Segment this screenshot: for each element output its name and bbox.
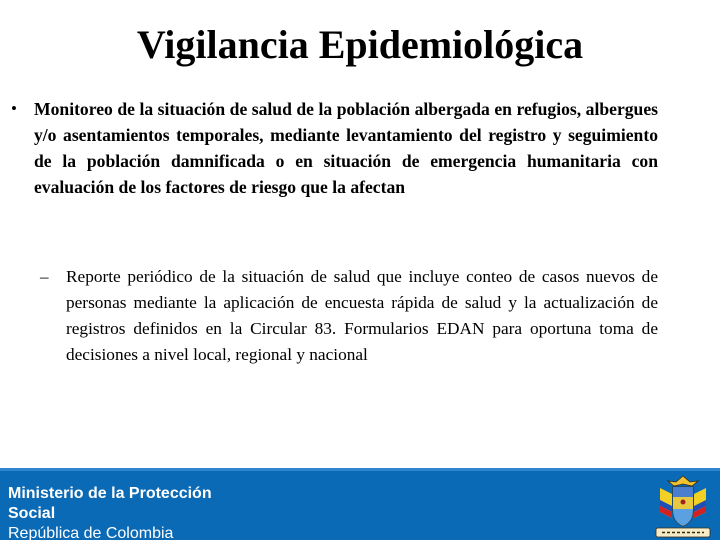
- sub-bullet-marker: –: [40, 267, 49, 286]
- footer-bar: [0, 468, 720, 540]
- colombia-coat-of-arms-icon: [652, 472, 714, 538]
- bullet-marker: •: [11, 99, 17, 118]
- ministry-line-1: Ministerio de la Protección: [8, 485, 212, 502]
- republic-label: República de Colombia: [8, 525, 174, 540]
- bullet-text: Monitoreo de la situación de salud de la población albergada en refugios, albergues y/o asentamientos temporales, mediante levantamiento del registro y seguimiento de la población damnificada o en situación de emergencia humanitaria con evaluación de los factores de riesgo que la afectan: [34, 99, 658, 197]
- ministry-name: [8, 484, 212, 540]
- ministry-line-2: Social: [8, 505, 56, 522]
- sub-bullet-text: Reporte periódico de la situación de salud que incluye conteo de casos nuevos de personas mediante la aplicación de encuesta rápida de salud y la actualización de registros definidos en la Circular 83. Formularios EDAN para oportuna toma de decisiones a nivel local, regional y nacional: [66, 267, 658, 364]
- footer-divider: [0, 468, 720, 471]
- slide-title: Vigilancia Epidemiológica: [136, 22, 584, 67]
